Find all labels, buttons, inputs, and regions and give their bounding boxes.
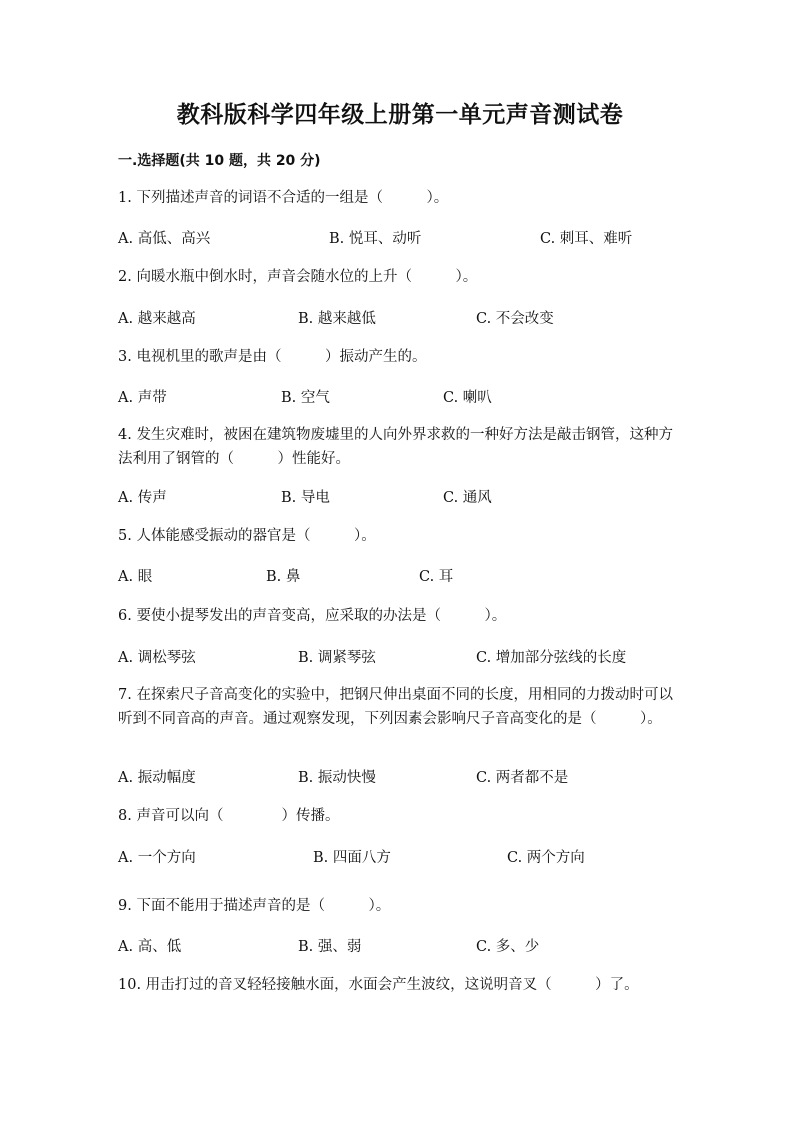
option-b[interactable]: B. 导电: [281, 490, 330, 506]
option-a[interactable]: A. 高、低: [118, 939, 182, 955]
option-b[interactable]: B. 鼻: [266, 569, 301, 585]
option-a[interactable]: A. 越来越高: [118, 311, 196, 327]
option-c[interactable]: C. 增加部分弦线的长度: [476, 650, 627, 666]
question-2: 2. 向暖水瓶中倒水时，声音会随水位的上升（ ）。: [118, 269, 478, 285]
option-c[interactable]: C. 多、少: [476, 939, 540, 955]
question-7: 7. 在探索尺子音高变化的实验中，把钢尺伸出桌面不同的长度，用相同的力拨动时可以听到不同音高的声音。通过观察发现，下列因素会影响尺子音高变化的是（ ）。: [118, 687, 673, 727]
option-b[interactable]: B. 空气: [281, 390, 330, 406]
question-5-options: [118, 565, 718, 587]
question-3-options: [118, 386, 718, 408]
question-6-options: [118, 646, 718, 668]
option-b[interactable]: B. 强、弱: [298, 939, 362, 955]
option-b[interactable]: B. 悦耳、动听: [329, 231, 422, 247]
question-9: 9. 下面不能用于描述声音的是（ ）。: [118, 898, 391, 914]
question-9-options: [118, 935, 718, 957]
option-c[interactable]: C. 耳: [419, 569, 454, 585]
option-c[interactable]: C. 喇叭: [443, 390, 492, 406]
option-c[interactable]: C. 两者都不是: [476, 770, 569, 786]
question-8: 8. 声音可以向（ ）传播。: [118, 808, 340, 824]
option-a[interactable]: A. 声带: [118, 390, 167, 406]
option-c[interactable]: C. 刺耳、难听: [540, 231, 633, 247]
question-6: 6. 要使小提琴发出的声音变高，应采取的办法是（ ）。: [118, 608, 507, 624]
option-a[interactable]: A. 振动幅度: [118, 770, 196, 786]
option-c[interactable]: C. 不会改变: [476, 311, 554, 327]
option-b[interactable]: B. 四面八方: [313, 850, 391, 866]
option-b[interactable]: B. 振动快慢: [298, 770, 376, 786]
option-c[interactable]: C. 两个方向: [507, 850, 585, 866]
question-7-options: [118, 766, 718, 788]
question-3: 3. 电视机里的歌声是由（ ）振动产生的。: [118, 349, 427, 365]
option-a[interactable]: A. 眼: [118, 569, 153, 585]
option-c[interactable]: C. 通风: [443, 490, 492, 506]
section-heading: 一.选择题(共 10 题，共 20 分): [118, 153, 321, 169]
question-1: 1. 下列描述声音的词语不合适的一组是（ ）。: [118, 190, 449, 206]
option-a[interactable]: A. 传声: [118, 490, 167, 506]
option-a[interactable]: A. 调松琴弦: [118, 650, 196, 666]
question-8-options: [118, 846, 718, 868]
option-a[interactable]: A. 一个方向: [118, 850, 196, 866]
option-b[interactable]: B. 越来越低: [298, 311, 376, 327]
question-2-options: [118, 307, 718, 329]
option-b[interactable]: B. 调紧琴弦: [298, 650, 376, 666]
question-4-options: [118, 486, 718, 508]
question-10: 10. 用击打过的音叉轻轻接触水面，水面会产生波纹，这说明音叉（ ）了。: [118, 977, 639, 993]
page-title: 教科版科学四年级上册第一单元声音测试卷: [176, 102, 624, 128]
question-5: 5. 人体能感受振动的器官是（ ）。: [118, 528, 376, 544]
question-1-options: [118, 227, 718, 249]
question-4: 4. 发生灾难时，被困在建筑物废墟里的人向外界求救的一种好方法是敲击钢管，这种方法利用了钢管的（ ）性能好。: [118, 427, 673, 467]
option-a[interactable]: A. 高低、高兴: [118, 231, 211, 247]
